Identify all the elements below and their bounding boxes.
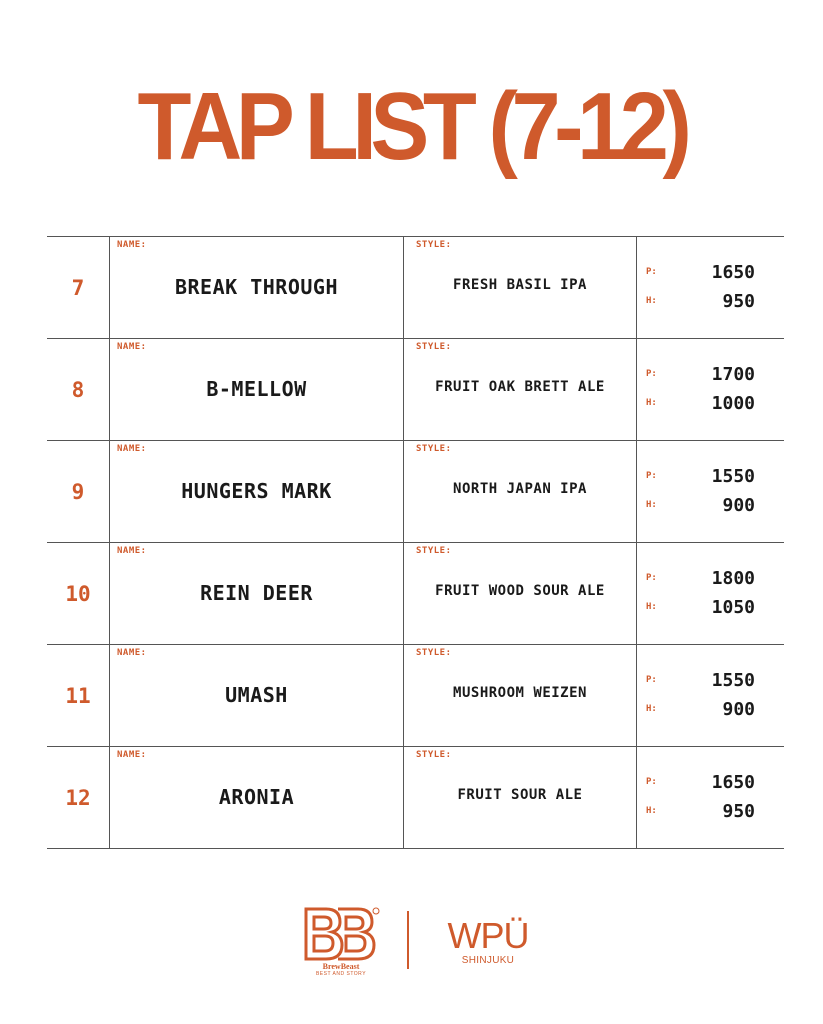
style-label: STYLE: bbox=[416, 342, 452, 352]
tap-number: 9 bbox=[71, 479, 85, 504]
pint-price: 1550 bbox=[711, 466, 755, 487]
name-label: NAME: bbox=[117, 750, 147, 760]
half-price: 900 bbox=[722, 495, 755, 516]
venue-location: SHINJUKU bbox=[461, 955, 515, 966]
beer-style: FRESH BASIL IPA bbox=[453, 277, 587, 293]
tap-number: 11 bbox=[65, 683, 91, 708]
style-label: STYLE: bbox=[416, 444, 452, 454]
beer-name: HUNGERS MARK bbox=[181, 479, 332, 503]
beer-name: BREAK THROUGH bbox=[174, 275, 339, 299]
tap-row bbox=[47, 645, 784, 747]
name-label: NAME: bbox=[117, 648, 147, 658]
footer bbox=[0, 905, 823, 985]
half-label: H: bbox=[646, 398, 657, 408]
style-label: STYLE: bbox=[416, 546, 452, 556]
name-label: NAME: bbox=[117, 342, 147, 352]
tap-row bbox=[47, 543, 784, 645]
tap-row bbox=[47, 441, 784, 543]
tap-number: 10 bbox=[65, 581, 91, 606]
tap-number: 12 bbox=[65, 785, 91, 810]
half-price: 1000 bbox=[711, 393, 755, 414]
half-label: H: bbox=[646, 602, 657, 612]
tap-number: 8 bbox=[71, 377, 85, 402]
beer-style: FRUIT OAK BRETT ALE bbox=[435, 379, 605, 395]
pint-price: 1650 bbox=[711, 772, 755, 793]
pint-label: P: bbox=[646, 675, 657, 685]
brewbeast-tagline: BEST AND STORY bbox=[315, 971, 367, 977]
name-label: NAME: bbox=[117, 444, 147, 454]
half-label: H: bbox=[646, 296, 657, 306]
beer-name: ARONIA bbox=[218, 785, 295, 809]
tap-row bbox=[47, 237, 784, 339]
beer-style: NORTH JAPAN IPA bbox=[453, 481, 587, 497]
beer-name: UMASH bbox=[225, 683, 288, 707]
name-label: NAME: bbox=[117, 546, 147, 556]
pint-label: P: bbox=[646, 573, 657, 583]
tap-row bbox=[47, 339, 784, 441]
pint-label: P: bbox=[646, 267, 657, 277]
beer-style: FRUIT SOUR ALE bbox=[457, 787, 583, 803]
style-label: STYLE: bbox=[416, 648, 452, 658]
style-label: STYLE: bbox=[416, 240, 452, 250]
brewbeast-name: BrewBeast bbox=[322, 962, 360, 971]
pint-label: P: bbox=[646, 777, 657, 787]
half-price: 950 bbox=[722, 801, 755, 822]
pint-label: P: bbox=[646, 471, 657, 481]
pint-price: 1700 bbox=[711, 364, 755, 385]
pint-price: 1550 bbox=[711, 670, 755, 691]
beer-style: FRUIT WOOD SOUR ALE bbox=[435, 583, 605, 599]
tap-list-table bbox=[47, 236, 784, 849]
half-price: 950 bbox=[722, 291, 755, 312]
venue-logo: WPÜ bbox=[447, 915, 529, 956]
half-label: H: bbox=[646, 806, 657, 816]
beer-style: MUSHROOM WEIZEN bbox=[453, 685, 587, 701]
half-label: H: bbox=[646, 704, 657, 714]
beer-name: REIN DEER bbox=[200, 581, 313, 605]
style-label: STYLE: bbox=[416, 750, 452, 760]
footer-divider bbox=[407, 911, 409, 969]
half-price: 1050 bbox=[711, 597, 755, 618]
tap-number: 7 bbox=[71, 275, 85, 300]
half-price: 900 bbox=[722, 699, 755, 720]
tap-row bbox=[47, 747, 784, 849]
pint-label: P: bbox=[646, 369, 657, 379]
beer-name: B-MELLOW bbox=[206, 377, 307, 401]
name-label: NAME: bbox=[117, 240, 147, 250]
pint-price: 1650 bbox=[711, 262, 755, 283]
page-title: TAP LIST (7-12) bbox=[137, 73, 686, 180]
pint-price: 1800 bbox=[711, 568, 755, 589]
half-label: H: bbox=[646, 500, 657, 510]
